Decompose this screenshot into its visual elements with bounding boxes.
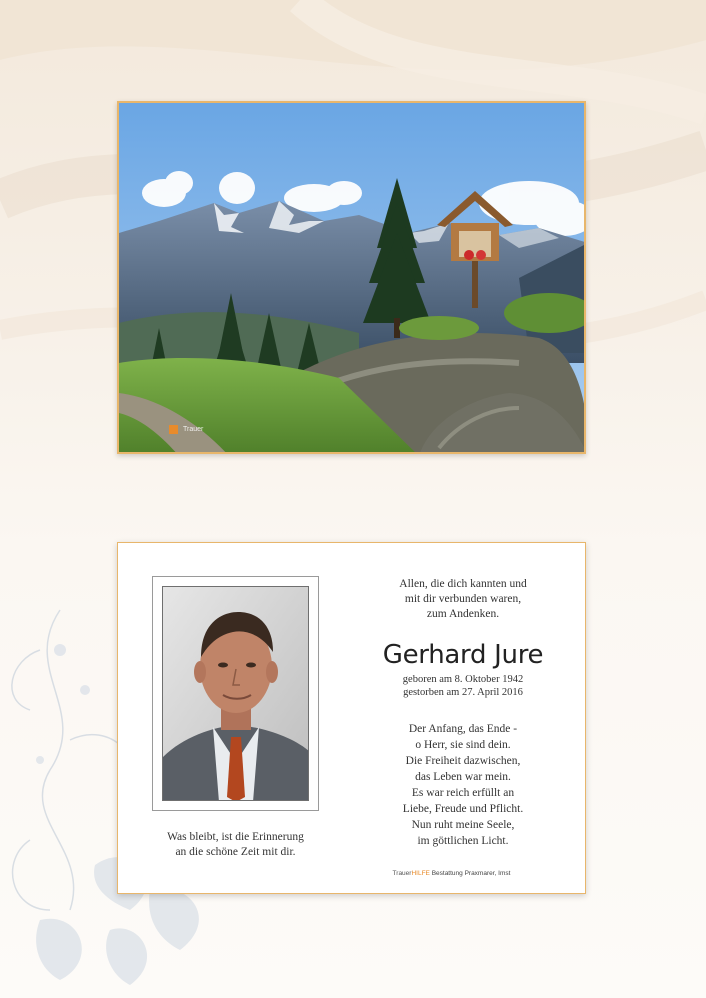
memorial-card — [117, 542, 586, 894]
funeral-home-credit — [118, 870, 585, 877]
poem-line: Nun ruht meine Seele, — [411, 819, 515, 831]
poem-line: im göttlichen Licht. — [417, 835, 509, 847]
memorial-quote — [152, 830, 319, 860]
landscape-photo — [117, 101, 586, 454]
poem-line: Es war reich erfüllt an — [411, 787, 515, 799]
quote-line: Was bleibt, ist die Erinnerung — [167, 831, 304, 843]
death-date: gestorben am 27. April 2016 — [403, 687, 523, 698]
brand-hilfe: HILFE — [411, 870, 430, 877]
poem-line: Die Freiheit dazwischen, — [405, 755, 521, 767]
memorial-text — [363, 577, 563, 849]
brand-trauer: Trauer — [392, 870, 412, 877]
portrait-frame — [152, 576, 319, 811]
logo-square-icon — [169, 425, 178, 434]
intro-line: mit dir verbunden waren, — [404, 593, 522, 605]
portrait-photo — [162, 586, 309, 801]
deceased-name: Gerhard Jure — [382, 640, 544, 670]
funeral-home-name: Bestattung Praxmarer, Imst — [431, 870, 511, 877]
poem — [363, 721, 563, 849]
poem-line: Der Anfang, das Ende - — [408, 723, 518, 735]
watermark-brand: Trauer — [183, 426, 204, 433]
intro-line: Allen, die dich kannten und — [399, 578, 527, 590]
life-dates — [363, 673, 563, 699]
photo-watermark — [169, 425, 203, 434]
poem-line: o Herr, sie sind dein. — [415, 739, 511, 751]
poem-line: das Leben war mein. — [415, 771, 511, 783]
birth-date: geboren am 8. Oktober 1942 — [402, 674, 524, 685]
mountain-chapel-image — [119, 103, 586, 454]
intro-text — [363, 577, 563, 622]
quote-line: an die schöne Zeit mit dir. — [175, 846, 296, 858]
poem-line: Liebe, Freude und Pflicht. — [402, 803, 524, 815]
intro-line: zum Andenken. — [426, 608, 500, 620]
